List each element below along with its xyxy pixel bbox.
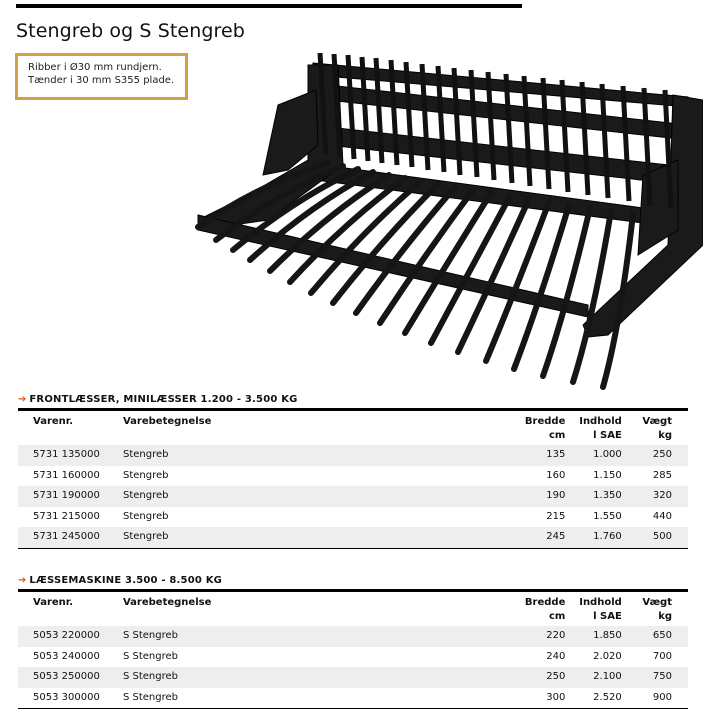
cell-width: 245 (492, 527, 566, 548)
page-title: Stengreb og S Stengreb (16, 20, 245, 42)
header-width: Bredde cm (524, 416, 566, 441)
cell-description: Stengreb (123, 486, 492, 507)
arrow-right-icon: ➔ (18, 575, 27, 586)
cell-weight: 750 (622, 667, 688, 688)
table-row (18, 527, 688, 548)
cell-description: S Stengreb (123, 626, 492, 647)
section-title: LÆSSEMASKINE 3.500 - 8.500 KG (29, 575, 223, 586)
cell-capacity: 1.150 (565, 466, 621, 487)
table-row (18, 486, 688, 507)
table-row (18, 647, 688, 668)
header-item-no: Varenr. (33, 597, 74, 608)
table-row (18, 667, 688, 688)
cell-item-no: 5053 220000 (18, 626, 123, 647)
section-heading (18, 393, 688, 407)
cell-width: 220 (492, 626, 566, 647)
cell-description: S Stengreb (123, 688, 492, 709)
spec-note-line: Tænder i 30 mm S355 plade. (28, 75, 175, 86)
cell-width: 250 (492, 667, 566, 688)
cell-item-no: 5731 160000 (18, 466, 123, 487)
cell-width: 240 (492, 647, 566, 668)
cell-description: Stengreb (123, 527, 492, 548)
table-row (18, 688, 688, 709)
cell-capacity: 2.520 (565, 688, 621, 709)
spec-note-line: Ribber i Ø30 mm rundjern. (28, 62, 162, 73)
cell-weight: 650 (622, 626, 688, 647)
cell-description: Stengreb (123, 445, 492, 466)
top-rule (16, 4, 522, 8)
cell-capacity: 1.000 (565, 445, 621, 466)
cell-capacity: 1.760 (565, 527, 621, 548)
header-description: Varebetegnelse (122, 416, 212, 427)
cell-weight: 250 (622, 445, 688, 466)
cell-item-no: 5731 190000 (18, 486, 123, 507)
rock-grapple-image (188, 45, 703, 390)
cell-item-no: 5731 245000 (18, 527, 123, 548)
cell-capacity: 1.550 (565, 507, 621, 528)
cell-width: 135 (492, 445, 566, 466)
product-table (18, 592, 688, 709)
cell-capacity: 1.850 (565, 626, 621, 647)
product-section (18, 393, 688, 549)
header-weight: Vægt kg (642, 597, 672, 622)
section-heading (18, 574, 688, 588)
cell-capacity: 2.100 (565, 667, 621, 688)
arrow-right-icon: ➔ (18, 394, 27, 405)
cell-item-no: 5731 135000 (18, 445, 123, 466)
table-row (18, 507, 688, 528)
table-row (18, 445, 688, 466)
cell-weight: 700 (622, 647, 688, 668)
cell-description: S Stengreb (123, 647, 492, 668)
cell-width: 160 (492, 466, 566, 487)
cell-description: S Stengreb (123, 667, 492, 688)
cell-item-no: 5731 215000 (18, 507, 123, 528)
product-table (18, 411, 688, 549)
cell-weight: 500 (622, 527, 688, 548)
header-description: Varebetegnelse (122, 597, 212, 608)
header-weight: Vægt kg (642, 416, 672, 441)
cell-width: 215 (492, 507, 566, 528)
cell-weight: 285 (622, 466, 688, 487)
cell-weight: 320 (622, 486, 688, 507)
cell-weight: 900 (622, 688, 688, 709)
cell-weight: 440 (622, 507, 688, 528)
cell-description: Stengreb (123, 466, 492, 487)
cell-item-no: 5053 300000 (18, 688, 123, 709)
header-width: Bredde cm (524, 597, 566, 622)
cell-width: 190 (492, 486, 566, 507)
table-header-row (18, 411, 688, 445)
cell-width: 300 (492, 688, 566, 709)
cell-item-no: 5053 240000 (18, 647, 123, 668)
spec-note-box (15, 53, 188, 100)
section-title: FRONTLÆSSER, MINILÆSSER 1.200 - 3.500 KG (29, 394, 298, 405)
table-row (18, 466, 688, 487)
cell-capacity: 2.020 (565, 647, 621, 668)
product-section (18, 574, 688, 709)
header-item-no: Varenr. (33, 416, 74, 427)
table-header-row (18, 592, 688, 626)
header-capacity: Indhold l SAE (579, 597, 622, 622)
cell-item-no: 5053 250000 (18, 667, 123, 688)
cell-description: Stengreb (123, 507, 492, 528)
header-capacity: Indhold l SAE (579, 416, 622, 441)
table-row (18, 626, 688, 647)
cell-capacity: 1.350 (565, 486, 621, 507)
